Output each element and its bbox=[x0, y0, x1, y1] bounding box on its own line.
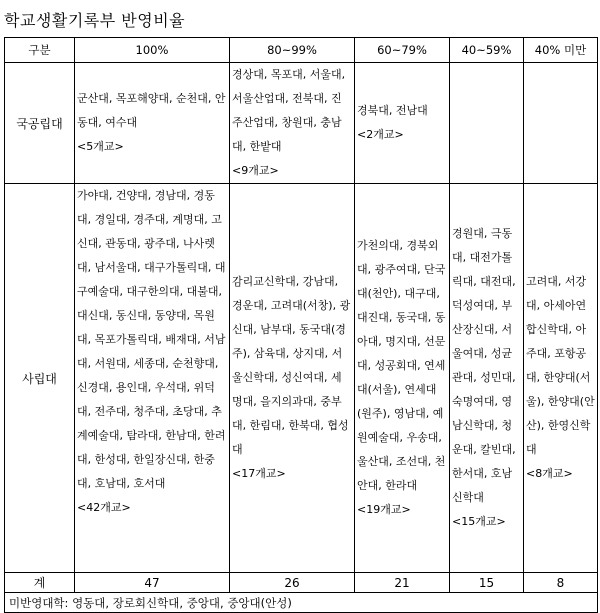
national-40-59-cell bbox=[450, 63, 524, 184]
school-list: 경상대, 목포대, 서울대, 서울산업대, 전북대, 진주산업대, 창원대, 충남대, 한밭대 bbox=[232, 68, 346, 153]
school-list: 고려대, 서강대, 아세아연합신학대, 아주대, 포항공대, 한양대(서울), 한양대(안산), 한영신학대 bbox=[526, 275, 595, 456]
header-row bbox=[5, 38, 598, 63]
school-count: <17개교> bbox=[232, 467, 286, 480]
school-count: <8개교> bbox=[526, 467, 573, 480]
header-100: 100% bbox=[75, 38, 230, 63]
table-row-national bbox=[5, 63, 598, 184]
total-value: 21 bbox=[355, 573, 450, 593]
school-count: <42개교> bbox=[77, 501, 131, 514]
total-label: 계 bbox=[5, 573, 75, 593]
private-40-59-cell bbox=[450, 184, 524, 573]
school-list: 가천의대, 경북외대, 광주여대, 단국대(천안), 대구대, 대진대, 동국대, 동아대, 명지대, 선문대, 성공회대, 연세대(서울), 연세대(원주), 영남대, 예원예술대, 우송대, 울산대, 조선대, 천안대, 한라대 bbox=[357, 239, 446, 492]
total-value: 47 bbox=[75, 573, 230, 593]
header-category: 구분 bbox=[5, 38, 75, 63]
excluded-schools-note: 미반영대학: 영동대, 장로회신학대, 중앙대, 중앙대(안성) bbox=[5, 593, 598, 613]
national-80-99-cell bbox=[230, 63, 355, 184]
school-count: <9개교> bbox=[232, 164, 279, 177]
private-under-40-cell bbox=[524, 184, 598, 573]
page-title: 학교생활기록부 반영비율 bbox=[4, 11, 186, 30]
total-value: 26 bbox=[230, 573, 355, 593]
national-under-40-cell bbox=[524, 63, 598, 184]
header-under-40: 40% 미만 bbox=[524, 38, 598, 63]
school-list: 경원대, 극동대, 대전가톨릭대, 대전대, 덕성여대, 부산장신대, 서울여대, 성균관대, 성민대, 숙명여대, 영남신학대, 청운대, 칼빈대, 한서대, 호남신학대 bbox=[452, 227, 516, 504]
table-row-private bbox=[5, 184, 598, 573]
national-60-79-cell bbox=[355, 63, 450, 184]
total-value: 8 bbox=[524, 573, 598, 593]
row-label-national: 국공립대 bbox=[5, 63, 75, 184]
total-row bbox=[5, 573, 598, 593]
private-60-79-cell bbox=[355, 184, 450, 573]
school-count: <19개교> bbox=[357, 503, 411, 516]
total-value: 15 bbox=[450, 573, 524, 593]
reflection-ratio-table bbox=[4, 37, 598, 613]
school-list: 감리교신학대, 강남대, 경운대, 고려대(서창), 광신대, 남부대, 동국대(경주), 삼육대, 상지대, 서울신학대, 성신여대, 세명대, 을지의과대, 중부대, 한림대, 한북대, 협성대 bbox=[232, 275, 351, 456]
private-80-99-cell bbox=[230, 184, 355, 573]
header-40-59: 40~59% bbox=[450, 38, 524, 63]
note-row bbox=[5, 593, 598, 613]
school-count: <15개교> bbox=[452, 515, 506, 528]
national-100-cell bbox=[75, 63, 230, 184]
school-list: 가야대, 건양대, 경남대, 경동대, 경일대, 경주대, 계명대, 고신대, 관동대, 광주대, 나사렛대, 남서울대, 대구가톨릭대, 대구예술대, 대구한의대, 대불대, 대신대, 동신대, 동양대, 목원대, 목포가톨릭대, 배재대, 서남대, 서원대, 세종대, 순천향대, 신경대, 용인대, 우석대, 위덕대, 전주대, 청주대, 초당대, 추계예술대, 탐라대, 한남대, 한려대, 한성대, 한일장신대, 한중대, 호남대, 호서대 bbox=[77, 189, 226, 490]
school-count: <5개교> bbox=[77, 140, 124, 153]
school-list: 군산대, 목포해양대, 순천대, 안동대, 여수대 bbox=[77, 92, 226, 129]
header-80-99: 80~99% bbox=[230, 38, 355, 63]
school-list: 경북대, 전남대 bbox=[357, 104, 428, 117]
row-label-private: 사립대 bbox=[5, 184, 75, 573]
header-60-79: 60~79% bbox=[355, 38, 450, 63]
school-count: <2개교> bbox=[357, 128, 404, 141]
private-100-cell bbox=[75, 184, 230, 573]
